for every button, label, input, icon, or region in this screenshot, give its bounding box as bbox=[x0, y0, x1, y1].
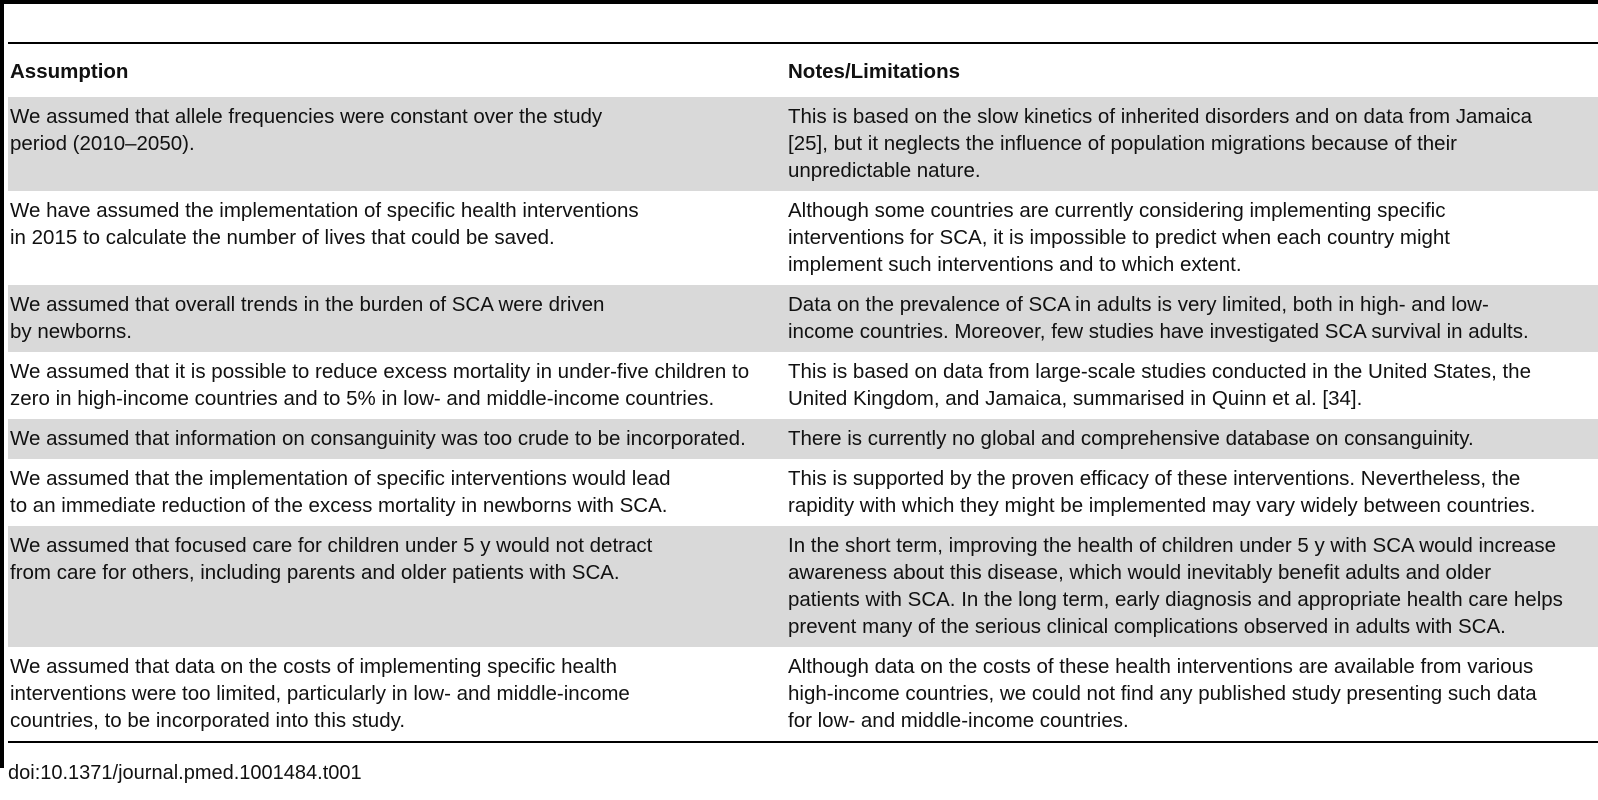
assumption-cell: We assumed that allele frequencies were constant over the study period (2010–2050). bbox=[8, 97, 788, 191]
table-row bbox=[8, 97, 1598, 191]
assumption-cell: We assumed that information on consanguinity was too crude to be incorporated. bbox=[8, 419, 788, 459]
header-assumption: Assumption bbox=[10, 60, 129, 83]
header-notes-limitations: Notes/Limitations bbox=[788, 60, 960, 83]
table-row bbox=[8, 352, 1598, 419]
table-row bbox=[8, 191, 1598, 285]
notes-cell: This is supported by the proven efficacy of these interventions. Nevertheless, the rapidity with which they might be implemented may vary widely between countries. bbox=[788, 467, 1536, 517]
assumption-cell: We assumed that it is possible to reduce excess mortality in under-five children to zero in high-income countries and to 5% in low- and middle-income countries. bbox=[10, 360, 750, 410]
assumption-cell: We assumed that the implementation of specific interventions would lead to an immediate reduction of the excess mortality in newborns with SCA. bbox=[10, 467, 671, 517]
notes-cell: This is based on data from large-scale studies conducted in the United States, the United Kingdom, and Jamaica, summarised in Quinn et al. [34]. bbox=[788, 360, 1531, 410]
table-row bbox=[8, 526, 1598, 647]
table-row bbox=[8, 419, 1598, 459]
doi-link[interactable]: doi:10.1371/journal.pmed.1001484.t001 bbox=[8, 762, 362, 784]
assumption-cell: We assumed that focused care for children under 5 y would not detract from care for others, including parents and older patients with SCA. bbox=[8, 526, 788, 647]
notes-cell: Although data on the costs of these health interventions are available from various high-income countries, we could not find any published study presenting such data for low- and middle-income countries. bbox=[788, 655, 1537, 732]
notes-cell: There is currently no global and comprehensive database on consanguinity. bbox=[788, 419, 1598, 459]
assumption-cell: We assumed that overall trends in the burden of SCA were driven by newborns. bbox=[8, 285, 788, 352]
assumptions-table bbox=[8, 44, 1598, 741]
table-row bbox=[8, 459, 1598, 526]
notes-cell: In the short term, improving the health of children under 5 y with SCA would increase awareness about this disease, which would inevitably benefit adults and older patients with SCA. In the long term, early diagnosis and appropriate health care helps prevent many of the serious clinical complications observed in adults with SCA. bbox=[788, 526, 1598, 647]
left-rule bbox=[0, 0, 4, 768]
table-row bbox=[8, 285, 1598, 352]
table-row bbox=[8, 647, 1598, 741]
notes-cell: Data on the prevalence of SCA in adults is very limited, both in high- and low- income countries. Moreover, few studies have investigated SCA survival in adults. bbox=[788, 285, 1598, 352]
top-rule bbox=[0, 0, 1598, 4]
notes-cell: This is based on the slow kinetics of inherited disorders and on data from Jamaica [25], but it neglects the influence of population migrations because of their unpredictable nature. bbox=[788, 97, 1598, 191]
assumptions-table-container bbox=[8, 42, 1598, 743]
header-row bbox=[8, 44, 1598, 97]
assumption-cell: We assumed that data on the costs of implementing specific health interventions were too limited, particularly in low- and middle-income countries, to be incorporated into this study. bbox=[10, 655, 630, 732]
notes-cell: Although some countries are currently considering implementing specific interventions for SCA, it is impossible to predict when each country might implement such interventions and to which extent. bbox=[788, 199, 1450, 276]
assumption-cell: We have assumed the implementation of specific health interventions in 2015 to calculate the number of lives that could be saved. bbox=[10, 199, 639, 249]
